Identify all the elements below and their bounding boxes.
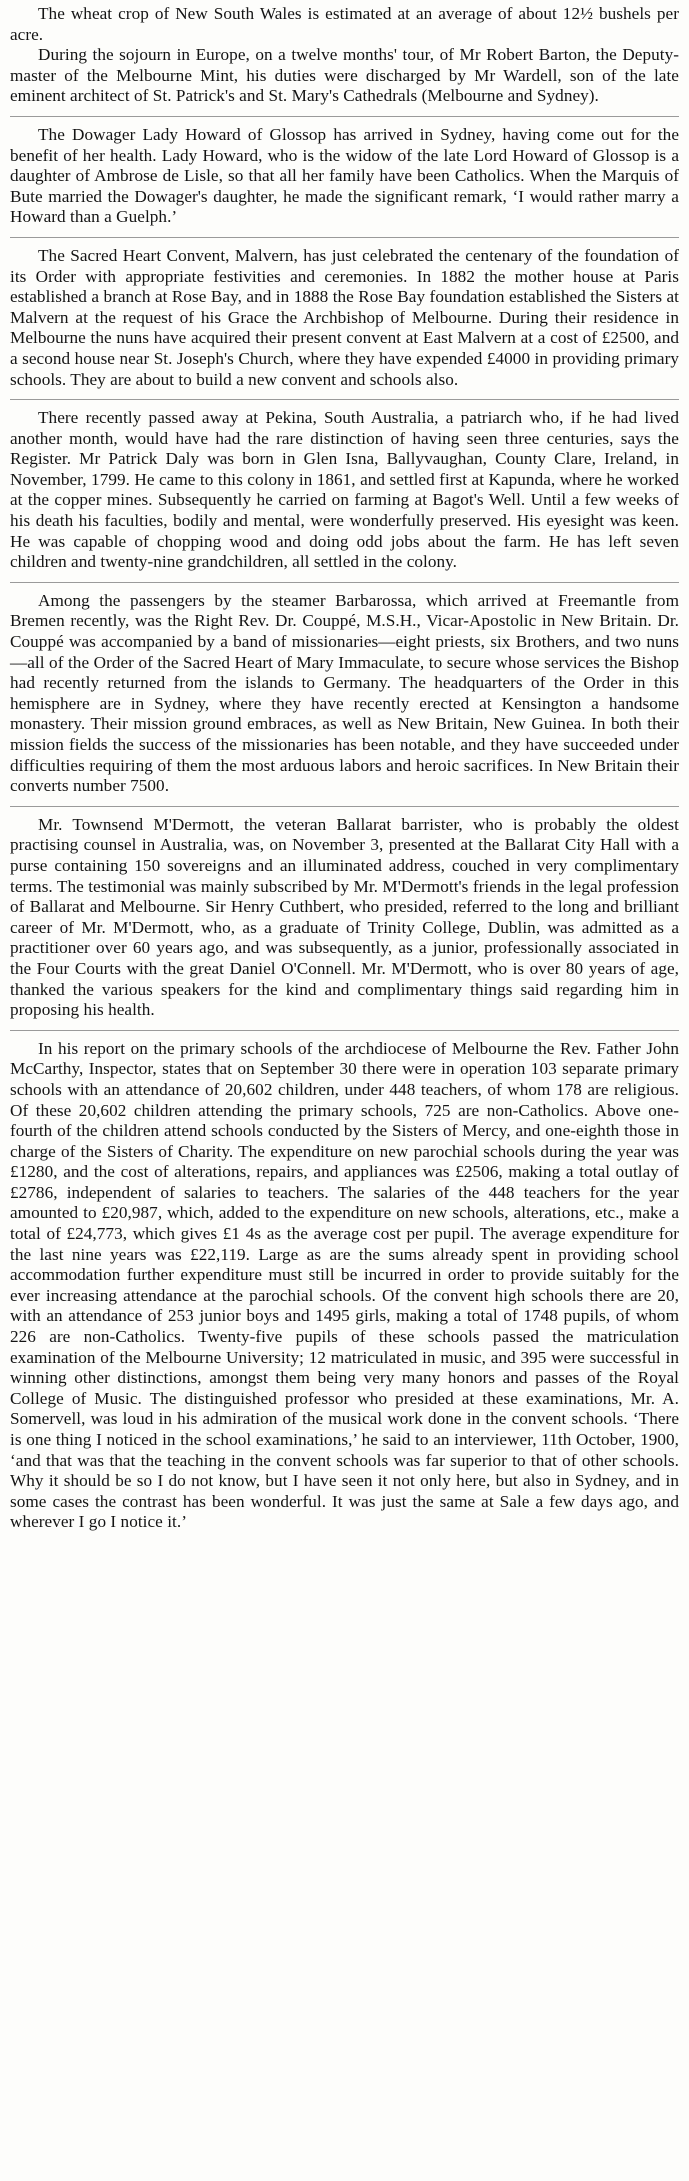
divider-rule xyxy=(10,399,679,400)
paragraph-sacred-heart-convent: The Sacred Heart Convent, Malvern, has just celebrated the centenary of the foundation of its Order with appropriate festivities and ceremonies. In 1882 the mother house at Paris established a branch at Rose Bay, and in 1888 the Rose Bay foundation established the Sisters at Malvern at the request of his Grace the Archbishop of Melbourne. During their residence in Melbourne the nuns have acquired their present convent at East Malvern at a cost of £2500, and a second house near St. Joseph's Church, where they have expended £4000 in providing primary schools. They are about to build a new convent and schools also. xyxy=(10,245,679,389)
paragraph-dr-couppe: Among the passengers by the steamer Barbarossa, which arrived at Freemantle from Bremen recently, was the Right Rev. Dr. Couppé, M.S.H., Vicar-Apostolic in New Britain. Dr. Couppé was accompanied by a band of missionaries—eight priests, six Brothers, and two nuns—all of the Order of the Sacred Heart of Mary Immaculate, to secure whose services the Bishop had recently returned from the islands to Germany. The headquarters of the Order in this hemisphere are in Sydney, where they have recently erected at Kensington a handsome monastery. Their mission ground embraces, as well as New Britain, New Guinea. In both their mission fields the success of the missionaries has been notable, and they have succeeded under difficulties requiring of them the most arduous labors and heroic sacrifices. In New Britain their converts number 7500. xyxy=(10,590,679,796)
paragraph-patrick-daly: There recently passed away at Pekina, South Australia, a patriarch who, if he had lived another month, would have had the rare distinction of having seen three centuries, says the Register. Mr Patrick Daly was born in Glen Isna, Ballyvaughan, County Clare, Ireland, in November, 1799. He came to this colony in 1861, and settled first at Kapunda, where he worked at the copper mines. Subsequently he carried on farming at Bagot's Well. Until a few weeks of his death his faculties, bodily and mental, were wonderfully preserved. His eyesight was keen. He was capable of chopping wood and doing odd jobs about the farm. He has left seven children and twenty-nine grandchildren, all settled in the colony. xyxy=(10,408,679,572)
divider-rule xyxy=(10,806,679,807)
divider-rule xyxy=(10,582,679,583)
paragraph-primary-schools-report: In his report on the primary schools of the archdiocese of Melbourne the Rev. Father John McCarthy, Inspector, states that on September 30 there were in operation 103 separate primary schools with an attendance of 20,602 children, under 448 teachers, of whom 178 are religious. Of these 20,602 children attending the primary schools, 725 are non-Catholics. Above one-fourth of the children attend schools conducted by the Sisters of Mercy, and one-eighth those in charge of the Sisters of Charity. The expenditure on new parochial schools during the year was £1280, and the cost of alterations, repairs, and appliances was £2506, making a total outlay of £2786, independent of salaries to teachers. The salaries of the 448 teachers for the year amounted to £20,987, which, added to the expenditure on new schools, alterations, etc., make a total of £24,773, which gives £1 4s as the average cost per pupil. The average expenditure for the last nine years was £22,119. Large as are the sums already spent in providing school accommodation further expenditure must still be incurred in order to provide suitably for the ever increasing attendance at the parochial schools. Of the convent high schools there are 20, with an attendance of 253 junior boys and 1495 girls, making a total of 1748 pupils, of whom 226 are non-Catholics. Twenty-five pupils of these schools passed the matriculation examination of the Melbourne University; 12 matriculated in music, and 395 were successful in winning other distinctions, amongst them being very many honors and passes of the Royal College of Music. The distinguished professor who presided at these examinations, Mr. A. Somervell, was loud in his admiration of the musical work done in the convent schools. ‘There is one thing I noticed in the school examinations,’ he said to an interviewer, 11th October, 1900, ‘and that was that the teaching in the convent schools was far superior to that of other schools. Why it should be so I do not know, but I have seen it not only here, but also in Sydney, and in some cases the contrast has been wonderful. It was just the same at Sale a few days ago, and wherever I go I notice it.’ xyxy=(10,1038,679,1532)
paragraph-mint-deputy: During the sojourn in Europe, on a twelve months' tour, of Mr Robert Barton, the Deputy-master of the Melbourne Mint, his duties were discharged by Mr Wardell, son of the late eminent architect of St. Patrick's and St. Mary's Cathedrals (Melbourne and Sydney). xyxy=(10,45,679,106)
paragraph-lady-howard: The Dowager Lady Howard of Glossop has arrived in Sydney, having come out for the benefit of her health. Lady Howard, who is the widow of the late Lord Howard of Glossop is a daughter of Ambrose de Lisle, so that all her family have been Catholics. When the Marquis of Bute married the Dowager's daughter, he made the significant remark, ‘I would rather marry a Howard than a Guelph.’ xyxy=(10,124,679,227)
divider-rule xyxy=(10,1030,679,1031)
divider-rule xyxy=(10,116,679,117)
paragraph-townsend-mdermott: Mr. Townsend M'Dermott, the veteran Ballarat barrister, who is probably the oldest practising counsel in Australia, was, on November 3, presented at the Ballarat City Hall with a purse containing 150 sovereigns and an illuminated address, couched in very complimentary terms. The testimonial was mainly subscribed by Mr. M'Dermott's friends in the legal profession of Ballarat and Melbourne. Sir Henry Cuthbert, who presided, referred to the long and brilliant career of Mr. M'Dermott, who, as a graduate of Trinity College, Dublin, was admitted as a practitioner over 60 years ago, and was subsequently, as a junior, professionally associated in the Four Courts with the great Daniel O'Connell. Mr. M'Dermott, who is over 80 years of age, thanked the various speakers for the kind and complimentary things said regarding him in proposing his health. xyxy=(10,814,679,1020)
divider-rule xyxy=(10,237,679,238)
paragraph-wheat-crop: The wheat crop of New South Wales is estimated at an average of about 12½ bushels per acre. xyxy=(10,4,679,44)
